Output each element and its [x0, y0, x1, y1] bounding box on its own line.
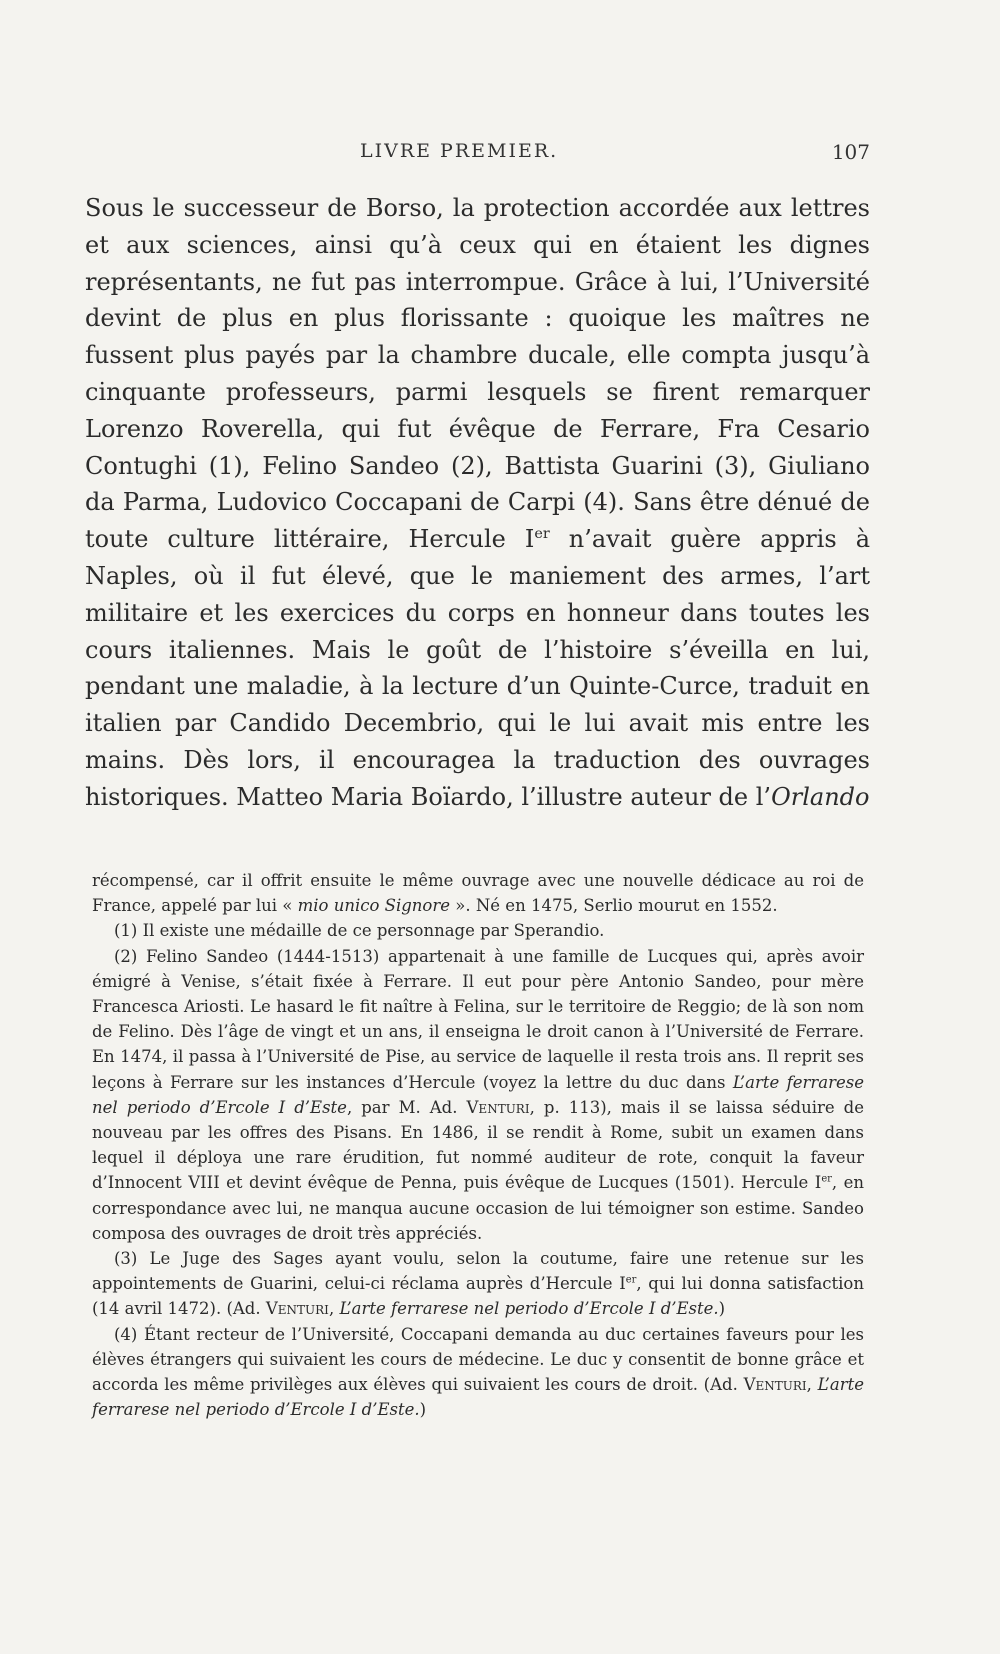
note-text: (2) Felino Sandeo (1444-1513) appartenait à une famille de Lucques qui, après avoir émigré à Venise, s’était fixée à Ferrare. Il eut pour père Antonio Sandeo, pour mère Francesca Ariosti. Le hasard le fit naître à Felina, sur le territoire de Reggio; de là son nom de Felino. Dès l’âge de vingt et un ans, il enseigna le droit canon à l’Université de Ferrare. En 1474, il passa à l’Université de Pise, au service de laquelle il resta trois ans. Il reprit ses leçons à Ferrare sur les instances d’Hercule (voyez la lettre du duc dans [92, 946, 864, 1092]
note-italic: L’arte ferrarese nel periodo d’Ercole I d’Este. [92, 1375, 864, 1420]
page-number: 107 [831, 140, 870, 164]
note-superscript: er [625, 1274, 637, 1286]
footnote-3 [92, 1246, 864, 1322]
note-text: , [328, 1299, 340, 1319]
main-text: Sous le successeur de Borso, la protection accordée aux lettres et aux sciences, ainsi qu’à ceux qui en étaient les dignes représentants, ne fut pas interrompue. Grâce à lui, l’Université devint de plus en plus florissante : quoique les maîtres ne fussent plus payés par la chambre ducale, elle compta jusqu’à cinquante professeurs, parmi lesquels se firent remarquer Lorenzo Roverella, qui fut évêque de Ferrare, Fra Cesario Contughi (1), Felino Sandeo (2), Battista Guarini (3), Giuliano da Parma, Ludovico Coccapani de Carpi (4). Sans être dénué de toute culture littéraire, Hercule I [85, 194, 870, 554]
main-paragraph [85, 190, 870, 816]
running-title: LIVRE PREMIER. [360, 140, 559, 162]
footnote-1: (1) Il existe une médaille de ce personnage par Sperandio. [114, 921, 605, 941]
note-text: (4) Étant recteur de l’Université, Coccapani demanda au duc certaines faveurs pour les élèves étrangers qui suivaient les cours de médecine. Le duc y consentit de bonne grâce et accorda les même privilèges aux élèves qui suivaient les cours de droit. (Ad. [92, 1324, 864, 1395]
author-smallcaps: Venturi [466, 1097, 530, 1117]
note-text: ». Né en 1475, Serlio mourut en 1552. [450, 896, 778, 916]
main-superscript: er [534, 526, 550, 543]
note-text: , par M. Ad. [346, 1097, 467, 1117]
note-text: , p. 113), mais il se laissa séduire de nouveau par les offres des Pisans. En 1486, il se rendit à Rome, subit un examen dans lequel il déploya une rare érudition, fut nommé auditeur de rote, conquit la faveur d’Innocent VIII et devint évêque de Penna, puis évêque de Lucques (1501). Hercule I [92, 1097, 865, 1193]
footnotes [92, 868, 864, 1422]
note-text: ) [718, 1299, 726, 1319]
page-header [85, 140, 870, 170]
note-text: , en correspondance avec lui, ne manqua aucune occasion de lui témoigner son estime. Sandeo composa des ouvrages de droit très appréciés. [92, 1173, 864, 1243]
main-text-continued: n’avait guère appris à Naples, où il fut élevé, que le maniement des armes, l’art militaire et les exercices du corps en honneur dans toutes les cours italiennes. Mais le goût de l’histoire s’éveilla en lui, pendant une maladie, à la lecture d’un Quinte-Curce, traduit en italien par Candido Decembrio, qui le lui avait mis entre les mains. Dès lors, il encouragea la traduction des ouvrages historiques. Matteo Maria Boïardo, l’illustre auteur de l’ [85, 525, 870, 811]
note-italic: L’arte ferrarese nel periodo d’Ercole I d’Este. [339, 1299, 719, 1319]
note-text: récompensé, car il offrit ensuite le même ouvrage avec une nouvelle dédicace au roi de France, appelé par lui « [92, 871, 864, 916]
note-text: , [806, 1375, 818, 1395]
footnote-continuation [92, 868, 864, 918]
author-smallcaps: Venturi [265, 1299, 329, 1319]
main-italic-title: Orlando [771, 782, 870, 811]
note-italic: mio unico Signore [297, 896, 451, 916]
footnote-2 [92, 944, 864, 1246]
note-text: (3) Le Juge des Sages ayant voulu, selon la coutume, faire une retenue sur les appointements de Guarini, celui-ci réclama auprès d’Hercule I [92, 1249, 864, 1294]
note-superscript: er [821, 1173, 832, 1185]
note-text: , qui lui donna satisfaction (14 avril 1472). (Ad. [92, 1274, 864, 1319]
note-text: ) [419, 1400, 427, 1420]
author-smallcaps: Venturi [743, 1375, 807, 1395]
footnote-4 [92, 1322, 864, 1423]
note-italic: L’arte ferrarese nel periodo d’Ercole I d’Este [92, 1072, 865, 1117]
